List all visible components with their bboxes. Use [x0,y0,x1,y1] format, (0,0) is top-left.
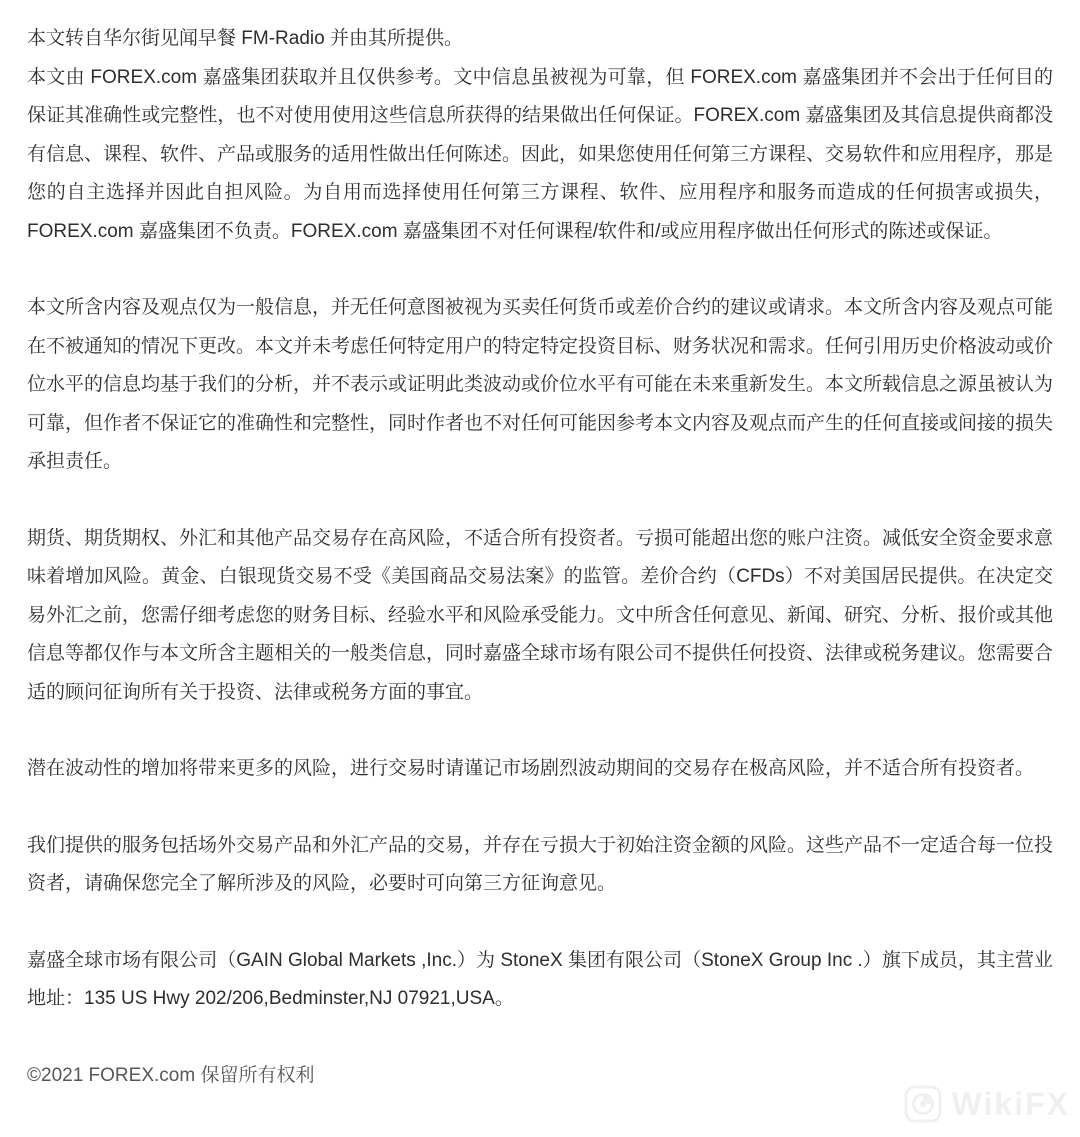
disclaimer-paragraph: 期货、期货期权、外汇和其他产品交易存在高风险，不适合所有投资者。亏损可能超出您的账户注资。减低安全资金要求意味着增加风险。黄金、白银现货交易不受《美国商品交易法案》的监管。差价合约（CFDs）不对美国居民提供。在决定交易外汇之前，您需仔细考虑您的财务目标、经验水平和风险承受能力。文中所含任何意见、新闻、研究、分析、报价或其他信息等都仅作与本文所含主题相关的一般类信息，同时嘉盛全球市场有限公司不提供任何投资、法律或税务建议。您需要合适的顾问征询所有关于投资、法律或税务方面的事宜。 [27,527,1054,703]
copyright-line: ©2021 FOREX.com 保留所有权利 [27,1064,315,1086]
source-attribution-line: 本文转自华尔街见闻早餐 FM-Radio 并由其所提供。 [27,28,463,49]
wikifx-watermark [904,1085,1070,1123]
disclaimer-paragraph: 本文由 FOREX.com 嘉盛集团获取并且仅供参考。文中信息虽被视为可靠，但 FOREX.com 嘉盛集团并不会出于任何目的保证其准确性或完整性，也不对使用使用这些信息所获得的结果做出任何保证。FOREX.com 嘉盛集团及其信息提供商都没有信息、课程、软件、产品或服务的适用性做出任何陈述。因此，如果您使用任何第三方课程、交易软件和应用程序，那是您的自主选择并因此自担风险。为自用而选择使用任何第三方课程、软件、应用程序和服务而造成的任何损害或损失，FOREX.com 嘉盛集团不负责。FOREX.com 嘉盛集团不对任何课程/软件和/或应用程序做出任何形式的陈述或保证。 [27,66,1054,242]
disclaimer-paragraph: 本文所含内容及观点仅为一般信息，并无任何意图被视为买卖任何货币或差价合约的建议或请求。本文所含内容及观点可能在不被通知的情况下更改。本文并未考虑任何特定用户的特定特定投资目标、财务状况和需求。任何引用历史价格波动或价位水平的信息均基于我们的分析，并不表示或证明此类波动或价位水平有可能在未来重新发生。本文所载信息之源虽被认为可靠，但作者不保证它的准确性和完整性，同时作者也不对任何可能因参考本文内容及观点而产生的任何直接或间接的损失承担责任。 [27,297,1054,472]
company-registration-paragraph: 嘉盛全球市场有限公司（GAIN Global Markets ,Inc.）为 StoneX 集团有限公司（StoneX Group Inc .）旗下成员，其主营业地址：135 US Hwy 202/206,Bedminster,NJ 07921,USA。 [27,949,1053,1009]
disclaimer-paragraph: 我们提供的服务包括场外交易产品和外汇产品的交易，并存在亏损大于初始注资金额的风险。这些产品不一定适合每一位投资者，请确保您完全了解所涉及的风险，必要时可向第三方征询意见。 [27,834,1054,894]
disclaimer-paragraph: 潜在波动性的增加将带来更多的风险，进行交易时请谨记市场剧烈波动期间的交易存在极高风险，并不适合所有投资者。 [27,758,1035,779]
wikifx-aperture-icon [904,1085,942,1123]
wikifx-watermark-text: WikiFX [951,1086,1070,1122]
